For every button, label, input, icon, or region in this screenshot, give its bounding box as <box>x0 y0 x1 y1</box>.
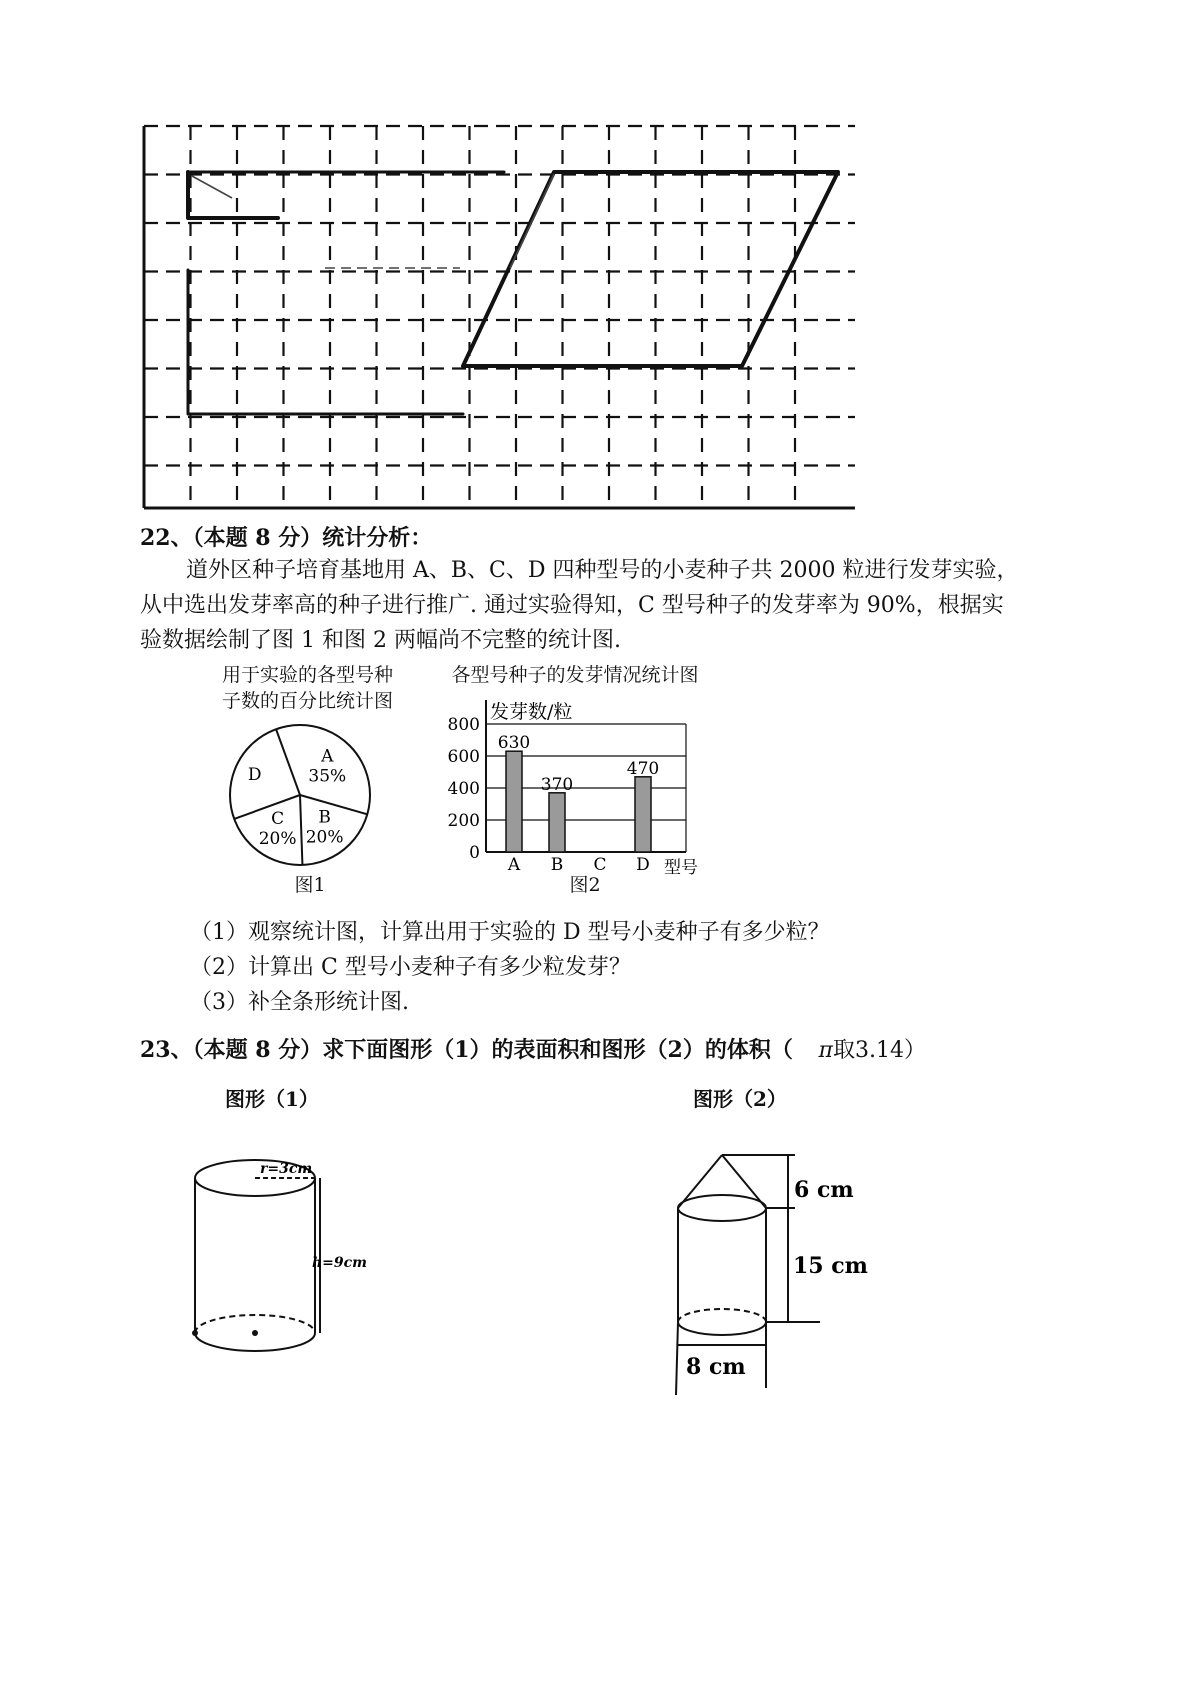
x-tick-label: D <box>636 855 650 875</box>
edge-dot <box>192 1330 198 1336</box>
figure-2-label: 图形（2） <box>693 1087 787 1111</box>
center-dot <box>252 1330 258 1336</box>
cone-height-label: 6 cm <box>794 1177 854 1203</box>
y-axis-label: 发芽数/粒 <box>490 701 573 723</box>
diameter-ext-left <box>676 1322 678 1395</box>
x-tick-label: A <box>507 855 521 875</box>
cylinder-top-ellipse <box>678 1195 766 1221</box>
pie-chart <box>225 720 385 870</box>
pie-slice-label: B <box>318 807 331 828</box>
bar <box>549 793 565 852</box>
pie-slice-label: C <box>271 809 285 830</box>
q22-paragraph-line: 从中选出发芽率高的种子进行推广. 通过实验得知，C 型号种子的发芽率为 90%，根据实 <box>140 593 1004 618</box>
q23-heading <box>140 1032 926 1069</box>
pi-value-text: 取3.14） <box>833 1038 926 1063</box>
q22-subquestion-1: （1）观察统计图，计算出用于实验的 D 型号小麦种子有多少粒？ <box>190 920 830 945</box>
grid-drawing <box>130 118 860 518</box>
cone-cylinder-figure <box>650 1140 900 1410</box>
parallelogram-shape <box>463 172 838 366</box>
pie-chart-title <box>200 662 415 714</box>
arrow-stroke <box>192 176 232 198</box>
pie-slice-edge <box>300 795 367 814</box>
y-tick-label: 0 <box>469 843 480 863</box>
arrow-stroke <box>510 174 554 268</box>
q22-subquestion-2: （2）计算出 C 型号小麦种子有多少粒发芽？ <box>190 955 631 980</box>
y-tick-label: 400 <box>447 779 480 799</box>
small-corner-shape <box>188 172 278 218</box>
bar-chart <box>438 688 728 878</box>
pie-slice-percent: 35% <box>308 766 347 787</box>
bar-value-label: 630 <box>497 733 531 754</box>
x-tick-label: B <box>550 855 564 875</box>
pie-slice-label: D <box>247 764 262 785</box>
y-tick-label: 800 <box>447 715 480 735</box>
q22-subquestion-3: （3）补全条形统计图. <box>190 990 409 1015</box>
y-tick-label: 600 <box>447 747 480 767</box>
pie-slice-edge <box>276 729 300 795</box>
bar-chart-caption: 图2 <box>569 874 601 896</box>
pie-slice-percent: 20% <box>258 829 297 850</box>
pie-chart-caption: 图1 <box>294 874 326 896</box>
q22-paragraph-line: 验数据绘制了图 1 和图 2 两幅尚不完整的统计图. <box>140 628 621 653</box>
x-axis-label: 型号 <box>664 858 698 878</box>
bar-chart-title: 各型号种子的发芽情况统计图 <box>451 664 699 686</box>
cylinder-bottom-back <box>678 1309 766 1322</box>
pie-slice-percent: 20% <box>305 827 344 848</box>
height-label: h=9cm <box>312 1255 367 1271</box>
cylinder-bottom-front <box>678 1322 766 1335</box>
bar <box>635 777 651 852</box>
bar <box>506 751 522 852</box>
q23-heading-text: 23、（本题 8 分）求下面图形（1）的表面积和图形（2）的体积（ <box>140 1037 793 1063</box>
left-bracket-shape <box>188 270 463 414</box>
y-tick-label: 200 <box>447 811 480 831</box>
bar-value-label: 370 <box>540 774 574 795</box>
pie-slice-edge <box>300 795 302 865</box>
x-tick-label: C <box>593 855 607 875</box>
pi-symbol: π <box>818 1038 833 1063</box>
pie-chart-title-line: 子数的百分比统计图 <box>221 690 393 712</box>
cylinder-height-label: 15 cm <box>793 1253 868 1279</box>
cylinder-figure <box>180 1140 400 1360</box>
q22-heading: 22、（本题 8 分）统计分析： <box>140 525 433 551</box>
bar-value-label: 470 <box>626 758 660 779</box>
q22-paragraph-line: 道外区种子培育基地用 A、B、C、D 四种型号的小麦种子共 2000 粒进行发芽实验， <box>186 558 1019 583</box>
pie-chart-title-line: 用于实验的各型号种 <box>221 664 393 686</box>
radius-label: r=3cm <box>260 1161 313 1177</box>
diameter-label: 8 cm <box>686 1354 746 1380</box>
grid-lines <box>144 126 855 508</box>
pie-slice-label: A <box>321 746 334 767</box>
pie-slice-edge <box>234 795 300 819</box>
figure-1-label: 图形（1） <box>225 1087 319 1111</box>
